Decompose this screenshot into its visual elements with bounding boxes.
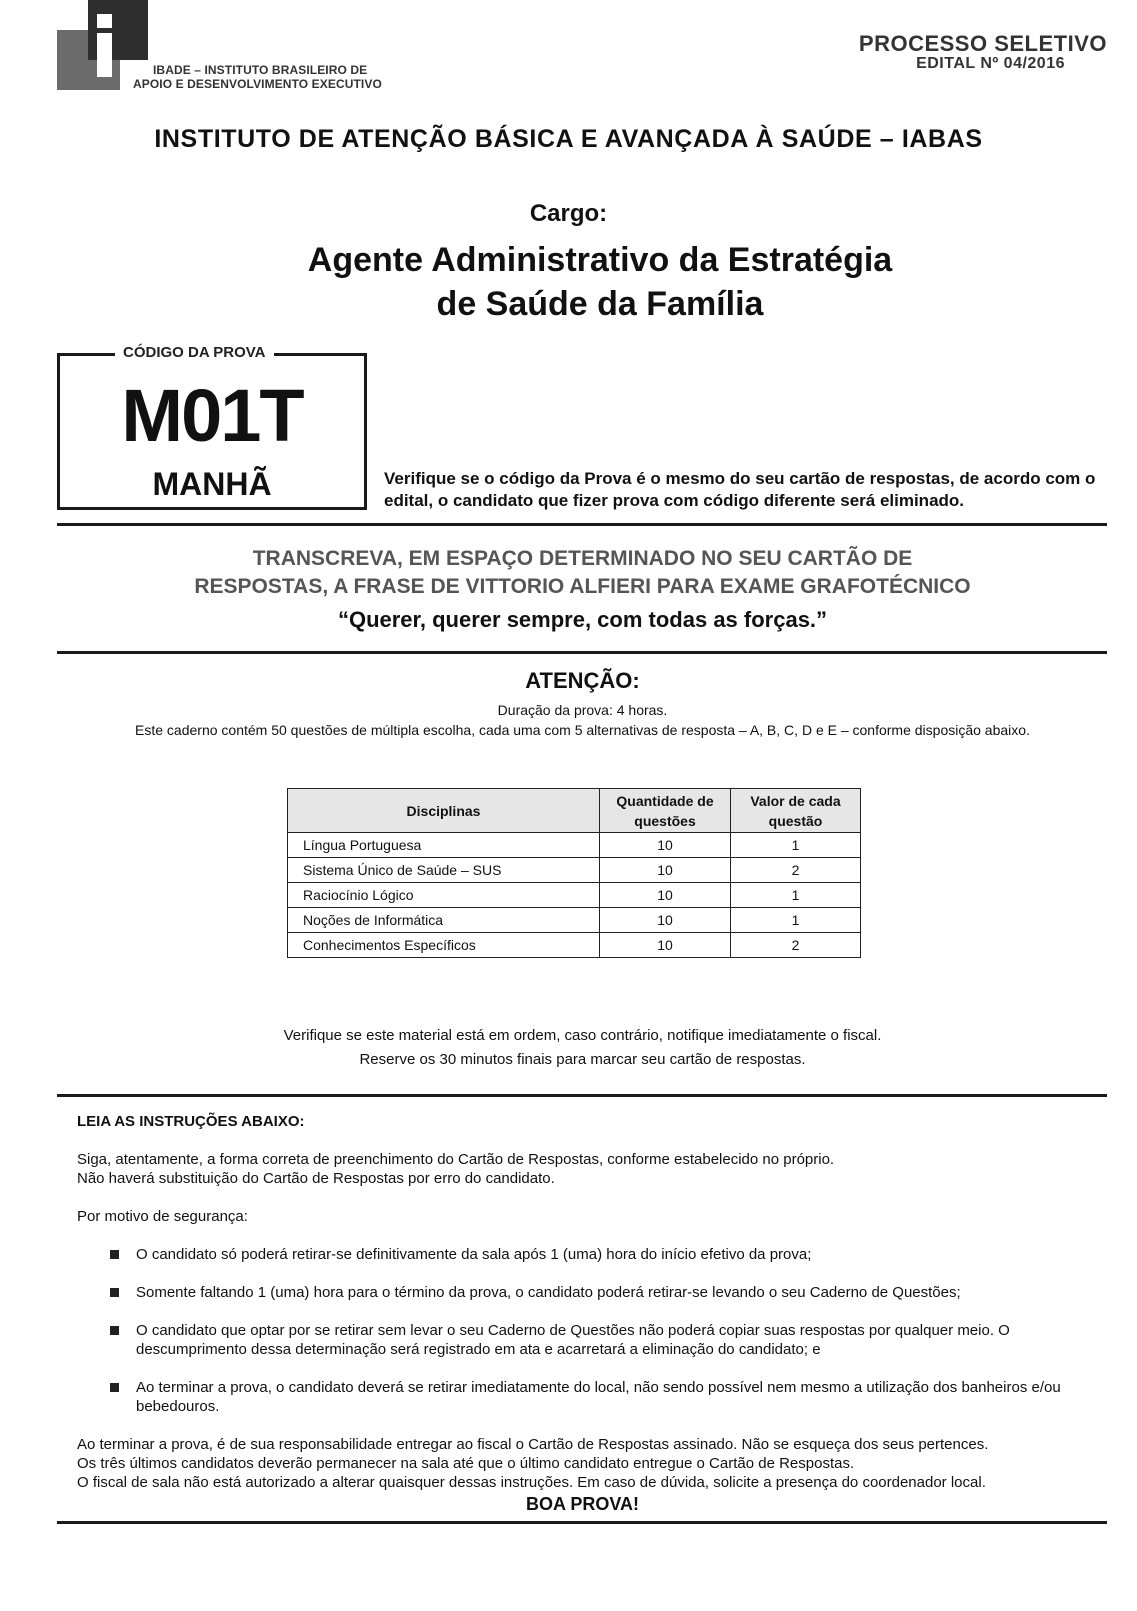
list-item [110,1321,1117,1359]
security-label: Por motivo de segurança: [77,1208,248,1225]
list-item [110,1378,1117,1416]
cargo-name [0,238,1137,326]
booklet-description: Este caderno contém 50 questões de múltipla escolha, cada uma com 5 alternativas de resposta – A, B, C, D e E – conforme disposição abaixo. [135,722,1030,738]
discipline-name: Sistema Único de Saúde – SUS [288,858,600,883]
table-row [288,883,861,908]
intro-line1: Siga, atentamente, a forma correta de preenchimento do Cartão de Respostas, conforme estabelecido no próprio. [77,1151,835,1168]
rule-text: Ao terminar a prova, o candidato deverá se retirar imediatamente do local, não sendo possível nem mesmo a utilização dos banheiros e/ou bebedouros. [136,1379,1061,1415]
org-name [133,63,382,91]
discipline-name: Conhecimentos Específicos [288,933,600,958]
logo-i-dot [97,14,112,28]
transcribe-instruction [0,545,1137,601]
instructions-section [77,1112,1117,1511]
cargo-label: Cargo: [529,200,608,227]
closing-instructions [77,1435,1117,1492]
disciplines-table [287,788,861,958]
header-value: Valor de cada questão [731,789,861,833]
table-row [288,933,861,958]
header-quantity: Quantidade de questões [600,789,731,833]
question-quantity: 10 [600,883,731,908]
process-title-block [859,32,1107,72]
question-quantity: 10 [600,833,731,858]
square-bullet-icon [110,1288,119,1297]
cargo-name-line2: de Saúde da Família [436,285,764,323]
discipline-name: Noções de Informática [288,908,600,933]
discipline-name: Língua Portuguesa [288,833,600,858]
header-disciplines: Disciplinas [288,789,600,833]
exam-shift: MANHÃ [152,466,272,502]
material-check-line2: Reserve os 30 minutos finais para marcar seu cartão de respostas. [359,1051,806,1068]
table-row [288,833,861,858]
table-row [288,858,861,883]
institution-title: INSTITUTO DE ATENÇÃO BÁSICA E AVANÇADA À SAÚDE – IABAS [154,125,983,153]
question-quantity: 10 [600,858,731,883]
divider [57,523,1107,526]
square-bullet-icon [110,1326,119,1335]
list-item [110,1283,1117,1302]
divider [57,651,1107,654]
table-header-row [288,789,861,833]
intro-line2: Não haverá substituição do Cartão de Respostas por erro do candidato. [77,1170,555,1187]
exam-duration: Duração da prova: 4 horas. [497,702,668,718]
verify-code-note: Verifique se o código da Prova é o mesmo do seu cartão de respostas, de acordo com o edital, o candidato que fizer prova com código diferente será eliminado. [384,469,1096,510]
material-check-line1: Verifique se este material está em ordem, caso contrário, notifique imediatamente o fiscal. [283,1027,882,1044]
exam-code: M01T [121,374,303,457]
question-value: 1 [731,883,861,908]
attention-heading: ATENÇÃO: [525,668,640,693]
list-item [110,1245,1117,1264]
divider [57,1521,1107,1524]
instructions-intro [77,1150,1117,1188]
security-rules-list [77,1245,1117,1416]
closing-line1: Ao terminar a prova, é de sua responsabilidade entregar ao fiscal o Cartão de Respostas assinado. Não se esqueça dos seus pertences. [77,1436,989,1453]
edital-number: EDITAL Nº 04/2016 [916,55,1065,72]
question-value: 2 [731,933,861,958]
logo-i-stem [97,33,112,77]
table-row [288,908,861,933]
rule-text: O candidato só poderá retirar-se definitivamente da sala após 1 (uma) hora do início efetivo da prova; [136,1246,812,1263]
question-value: 1 [731,833,861,858]
instructions-heading: LEIA AS INSTRUÇÕES ABAIXO: [77,1113,305,1130]
process-title: PROCESSO SELETIVO [858,31,1107,56]
rule-text: Somente faltando 1 (uma) hora para o término da prova, o candidato poderá retirar-se levando o seu Caderno de Questões; [136,1284,961,1301]
org-name-line1: IBADE – INSTITUTO BRASILEIRO DE [153,63,368,77]
material-check-note [0,1024,1137,1072]
discipline-name: Raciocínio Lógico [288,883,600,908]
square-bullet-icon [110,1250,119,1259]
question-quantity: 10 [600,908,731,933]
exam-code-box [57,344,367,510]
alfieri-quote: “Querer, querer sempre, com todas as forças.” [337,607,828,632]
question-value: 1 [731,908,861,933]
exam-code-label: CÓDIGO DA PROVA [115,344,274,361]
closing-line2: Os três últimos candidatos deverão permanecer na sala até que o último candidato entregue o Cartão de Respostas. [77,1455,855,1472]
divider [57,1094,1107,1097]
square-bullet-icon [110,1383,119,1392]
question-value: 2 [731,858,861,883]
transcribe-line2: RESPOSTAS, A FRASE DE VITTORIO ALFIERI PARA EXAME GRAFOTÉCNICO [194,575,971,598]
good-luck-message: BOA PROVA! [525,1494,639,1514]
rule-text: O candidato que optar por se retirar sem levar o seu Caderno de Questões não poderá copiar suas respostas por qualquer meio. O descumprimento dessa determinação será registrado em ata e acarretará a eliminação do candidato; e [136,1322,1010,1358]
cargo-name-line1: Agente Administrativo da Estratégia [307,241,893,279]
closing-line3: O fiscal de sala não está autorizado a alterar quaisquer dessas instruções. Em caso de dúvida, solicite a presença do coordenador local. [77,1474,986,1491]
question-quantity: 10 [600,933,731,958]
transcribe-line1: TRANSCREVA, EM ESPAÇO DETERMINADO NO SEU CARTÃO DE [252,547,913,570]
org-name-line2: APOIO E DESENVOLVIMENTO EXECUTIVO [133,77,382,91]
